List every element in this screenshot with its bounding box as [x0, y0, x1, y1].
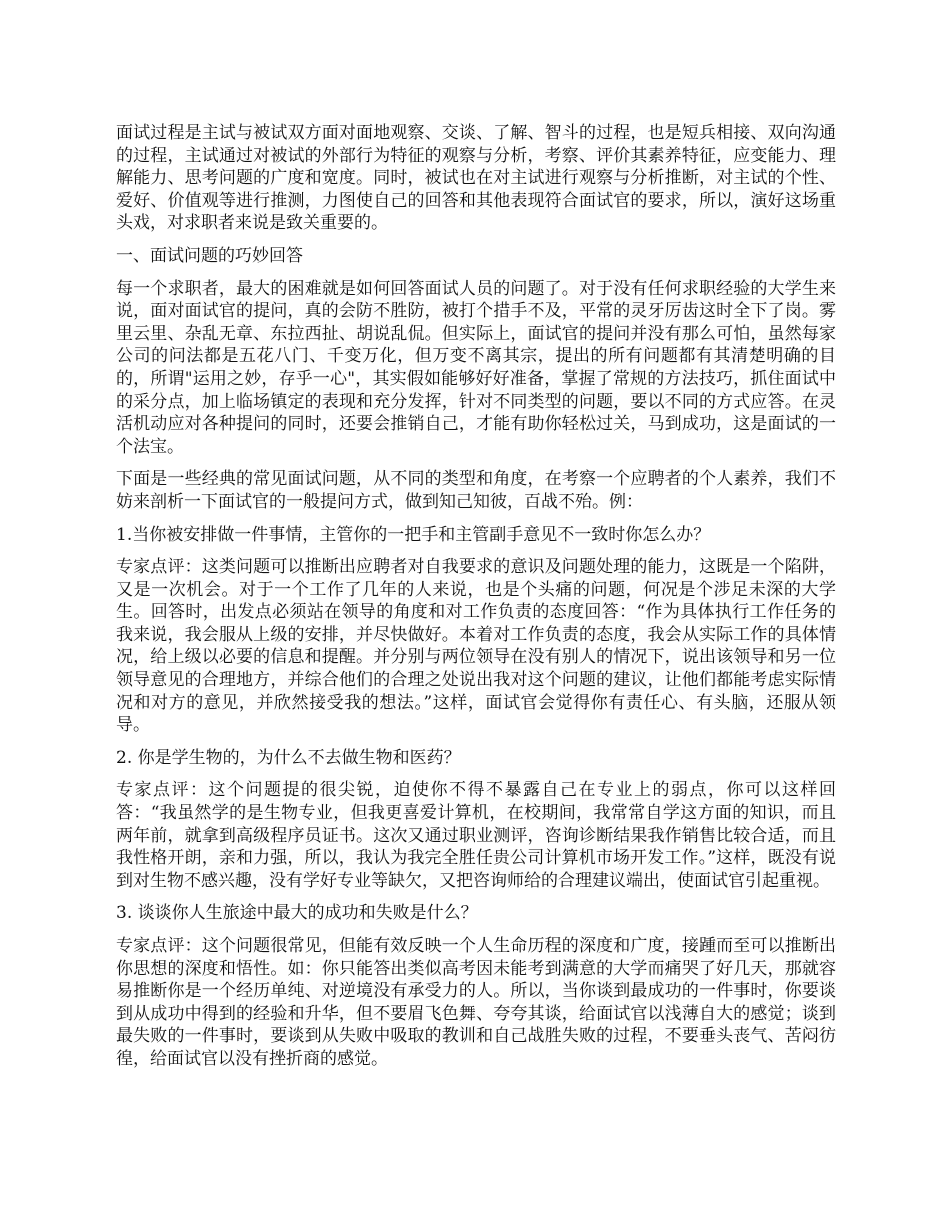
intro-paragraph: 面试过程是主试与被试双方面对面地观察、交谈、了解、智斗的过程，也是短兵相接、双向沟通的过程，主试通过对被试的外部行为特征的观察与分析，考察、评价其素养特征，应变能力、理解能力、思考问题的广度和宽度。同时，被试也在对主试进行观察与分析推断，对主试的个性、爱好、价值观等进行推测，力图使自己的回答和其他表现符合面试官的要求，所以，演好这场重头戏，对求职者来说是致关重要的。 — [116, 123, 836, 234]
body-paragraph: 每一个求职者，最大的困难就是如何回答面试人员的问题了。对于没有任何求职经验的大学生来说，面对面试官的提问，真的会防不胜防，被打个措手不及，平常的灵牙厉齿这时全下了岗。雾里云里、杂乱无章、东拉西扯、胡说乱侃。但实际上，面试官的提问并没有那么可怕，虽然每家公司的问法都是五花八门、千变万化，但万变不离其宗，提出的所有问题都有其清楚明确的目的，所谓"运用之妙，存乎一心"，其实假如能够好好准备，掌握了常规的方法技巧，抓住面试中的采分点，加上临场镇定的表现和充分发挥，针对不同类型的问题，要以不同的方式应答。在灵活机动应对各种提问的同时，还要会推销自己，才能有助你轻松过关，马到成功，这是面试的一个法宝。 — [116, 278, 836, 457]
question-heading: 2. 你是学生物的，为什么不去做生物和医药？ — [116, 747, 461, 768]
expert-comment: 专家点评：这类问题可以推断出应聘者对自我要求的意识及问题处理的能力，这既是一个陷阱，又是一次机会。对于一个工作了几年的人来说，也是个头痛的问题，何况是个涉足未深的大学生。回答时，出发点必须站在领导的角度和对工作负责的态度回答：“作为具体执行工作任务的我来说，我会服从上级的安排，并尽快做好。本着对工作负责的态度，我会从实际工作的具体情况，给上级以必要的信息和提醒。并分别与两位领导在没有别人的情况下，说出该领导和另一位领导意见的合理地方，并综合他们的合理之处说出我对这个问题的建议，让他们都能考虑实际情况和对方的意见，并欣然接受我的想法。”这样，面试官会觉得你有责任心、有头脑，还服从领导。 — [116, 557, 836, 736]
expert-comment: 专家点评：这个问题很常见，但能有效反映一个人生命历程的深度和广度，接踵而至可以推断出你思想的深度和悟性。如：你只能答出类似高考因未能考到满意的大学而痛哭了好几天，那就容易推断你是一个经历单纯、对逆境没有承受力的人。所以，当你谈到最成功的一件事时，你要谈到从成功中得到的经验和升华，但不要眉飞色舞、夸夸其谈，给面试官以浅薄自大的感觉；谈到最失败的一件事时，要谈到从失败中吸取的教训和自己战胜失败的过程，不要垂头丧气、苦闷彷徨，给面试官以没有挫折商的感觉。 — [116, 936, 836, 1069]
expert-comment: 专家点评：这个问题提的很尖锐，迫使你不得不暴露自己在专业上的弱点，你可以这样回答：“我虽然学的是生物专业，但我更喜爱计算机，在校期间，我常常自学这方面的知识，而且两年前，就拿到高级程序员证书。这次又通过职业测评，咨询诊断结果我作销售比较合适，而且我性格开朗，亲和力强，所以，我认为我完全胜任贵公司计算机市场开发工作。”这样，既没有说到对生物不感兴趣，没有学好专业等缺欠，又把咨询师给的合理建议端出，使面试官引起重视。 — [116, 780, 836, 891]
question-heading: 1.当你被安排做一件事情，主管你的一把手和主管副手意见不一致时你怎么办？ — [116, 524, 711, 545]
section-heading: 一、面试问题的巧妙回答 — [116, 245, 303, 266]
document-page — [116, 122, 836, 1081]
question-heading: 3. 谈谈你人生旅途中最大的成功和失败是什么？ — [116, 903, 478, 924]
body-paragraph: 下面是一些经典的常见面试问题，从不同的类型和角度，在考察一个应聘者的个人素养，我们不妨来剖析一下面试官的一般提问方式，做到知己知彼，百战不殆。例： — [116, 469, 836, 512]
